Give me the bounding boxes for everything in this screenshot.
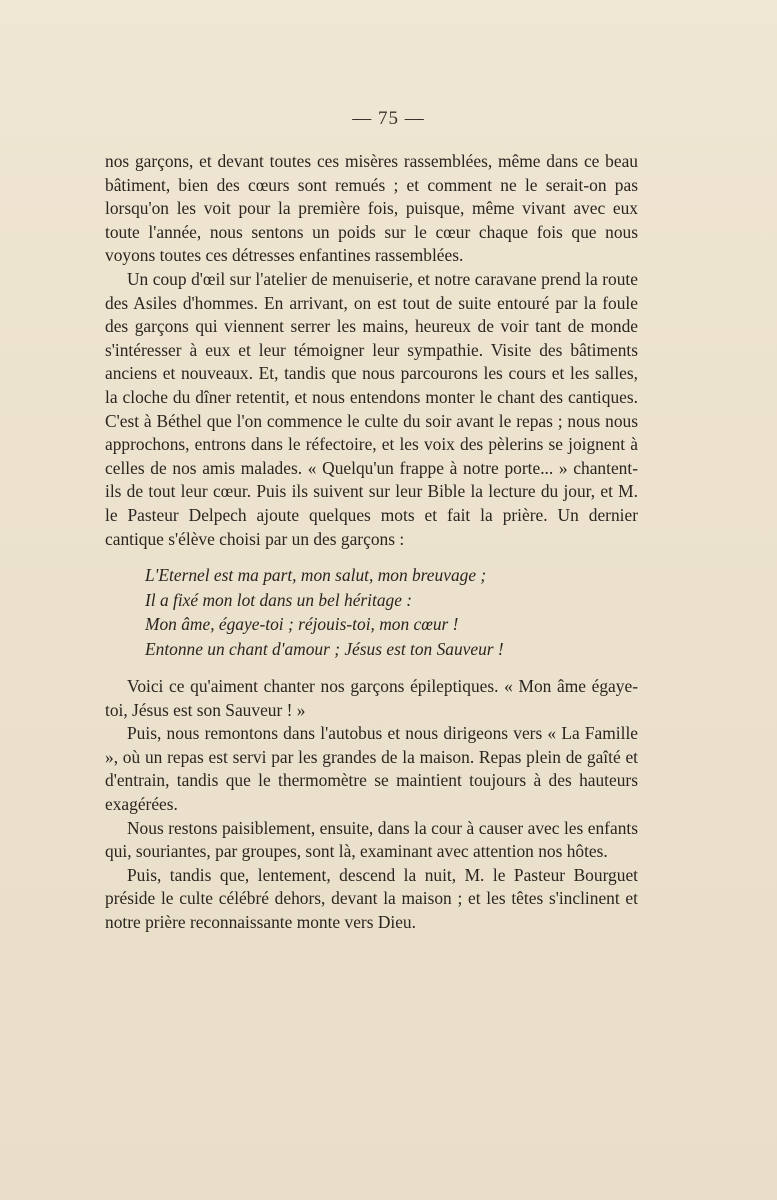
page-number: — 75 — (352, 108, 425, 129)
paragraph-1: nos garçons, et devant toutes ces misères rassemblées, même dans ce beau bâtiment, bien des cœurs sont remués ; et comment ne le serait-on pas lorsqu'on les voit pour la première fois, puisque, même vivant avec eux toute l'année, nous sentons un poids sur le cœur chaque fois que nous voyons toutes ces détresses enfantines rassemblées. (105, 151, 638, 266)
paragraph-6: Puis, tandis que, lentement, descend la nuit, M. le Pasteur Bourguet préside le culte célébré dehors, devant la maison ; et les têtes s'inclinent et notre prière reconnaissante monte vers Dieu. (105, 864, 638, 933)
hymn-verse (145, 563, 638, 661)
paragraph-5: Nous restons paisiblement, ensuite, dans la cour à causer avec les enfants qui, souriantes, par groupes, sont là, examinant avec attention nos hôtes. (105, 817, 638, 862)
verse-line-2: Il a fixé mon lot dans un bel héritage : (145, 589, 413, 610)
paragraph-3: Voici ce qu'aiment chanter nos garçons épileptiques. « Mon âme égaye-toi, Jésus est son Sauveur ! » (105, 676, 638, 720)
body-text (105, 150, 638, 935)
paragraph-4: Puis, nous remontons dans l'autobus et nous dirigeons vers « La Famille », où un repas est servi par les grandes de la maison. Repas plein de gaîté et d'entrain, tandis que le thermomètre se maintient toujours à des hauteurs exagérées. (105, 723, 638, 815)
verse-line-4: Entonne un chant d'amour ; Jésus est ton Sauveur ! (145, 638, 504, 659)
paragraph-2: Un coup d'œil sur l'atelier de menuiserie, et notre caravane prend la route des Asiles d'hommes. En arrivant, on est tout de suite entouré par la foule des garçons qui viennent serrer les mains, heureux de voir tant de monde s'intéresser à eux et leur témoigner leur sympathie. Visite des bâtiments anciens et nouveaux. Et, tandis que nous parcourons les cours et les salles, la cloche du dîner retentit, et nous entendons monter le chant des cantiques. C'est à Béthel que l'on commence le culte du soir avant le repas ; nous nous approchons, entrons dans le réfectoire, et les voix des pèlerins se joignent à celles de nos amis malades. « Quelqu'un frappe à notre porte... » chantent-ils de tout leur cœur. Puis ils suivent sur leur Bible la lecture du jour, et M. le Pasteur Delpech ajoute quelques mots et fait la prière. Un dernier cantique s'élève choisi par un des garçons : (105, 268, 638, 549)
verse-line-3: Mon âme, égaye-toi ; réjouis-toi, mon cœur ! (145, 614, 459, 635)
verse-line-1: L'Eternel est ma part, mon salut, mon breuvage ; (145, 565, 487, 586)
